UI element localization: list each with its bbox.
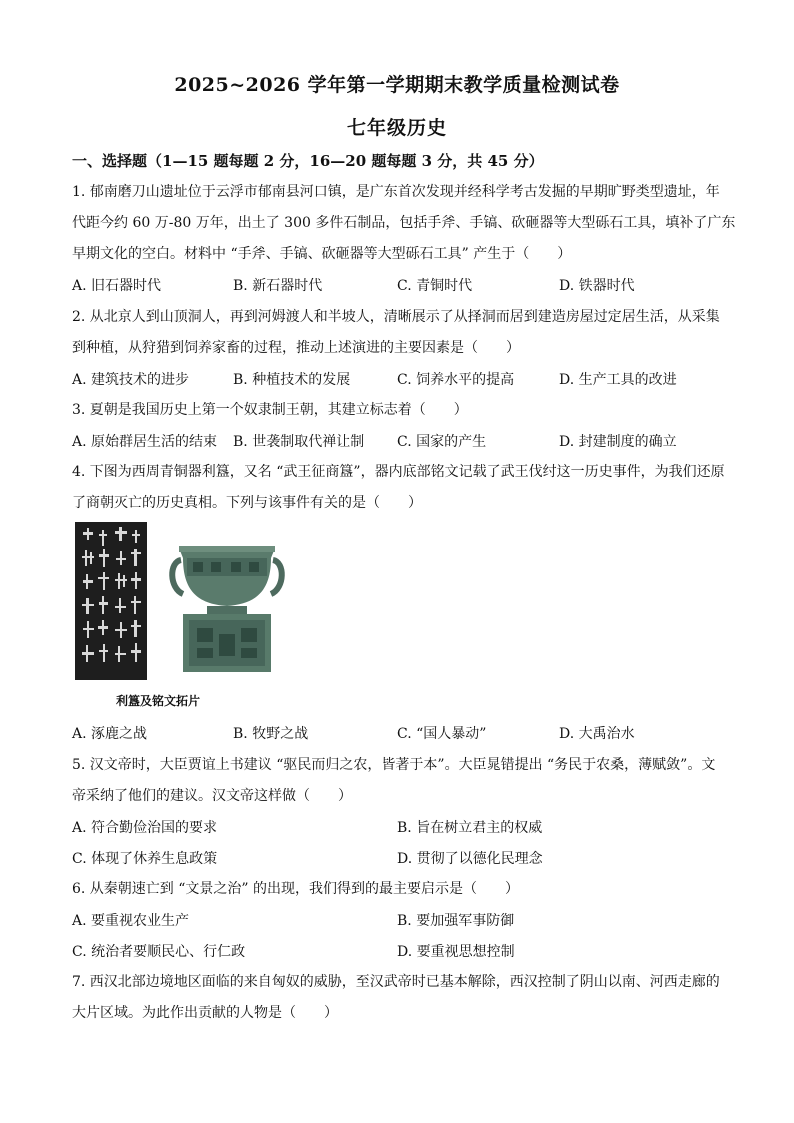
question-4-line-1: 4. 下图为西周青铜器利簋，又名 “武王征商簋”，器内底部铭文记载了武王伐纣这一历史事件，为我们还原	[72, 464, 725, 480]
question-5-option-b[interactable]: B. 旨在树立君主的权威	[397, 820, 543, 836]
question-7-line-1: 7. 西汉北部边境地区面临的来自匈奴的威胁，至汉武帝时已基本解除，西汉控制了阴山以南、河西走廊的	[72, 974, 720, 990]
li-gui-vessel-image	[167, 528, 287, 678]
question-1-line-3: 早期文化的空白。材料中 “手斧、手镐、砍砸器等大型砾石工具” 产生于（ ）	[72, 246, 572, 262]
question-6-option-a[interactable]: A. 要重视农业生产	[72, 913, 190, 929]
exam-subtitle: 七年级历史	[346, 117, 447, 139]
question-1-option-b[interactable]: B. 新石器时代	[233, 278, 323, 294]
question-1-line-1: 1. 郁南磨刀山遗址位于云浮市郁南县河口镇，是广东首次发现并经科学考古发掘的早期旷野类型遗址，年	[72, 184, 720, 200]
question-1-option-d[interactable]: D. 铁器时代	[559, 278, 635, 294]
question-5-option-a[interactable]: A. 符合勤俭治国的要求	[72, 820, 218, 836]
question-3-line-1: 3. 夏朝是我国历史上第一个奴隶制王朝，其建立标志着（ ）	[72, 402, 468, 418]
question-5-option-c[interactable]: C. 体现了休养生息政策	[72, 851, 218, 867]
question-2-option-c[interactable]: C. 饲养水平的提高	[397, 372, 515, 388]
question-1-line-2: 代距今约 60 万-80 万年，出土了 300 多件石制品，包括手斧、手镐、砍砸器等大型砾石工具，填补了广东	[72, 215, 736, 231]
question-4-line-2: 了商朝灭亡的历史真相。下列与该事件有关的是（ ）	[72, 495, 422, 511]
question-5-line-2: 帝采纳了他们的建议。汉文帝这样做（ ）	[72, 788, 352, 804]
question-5-line-1: 5. 汉文帝时，大臣贾谊上书建议 “驱民而归之农，皆著于本”。大臣晁错提出 “务民于农桑，薄赋敛”。文	[72, 757, 716, 773]
inscription-rubbing-image	[75, 522, 147, 680]
li-gui-figure	[75, 522, 297, 682]
question-6-line-1: 6. 从秦朝速亡到 “文景之治” 的出现，我们得到的最主要启示是（ ）	[72, 881, 520, 897]
question-1-option-c[interactable]: C. 青铜时代	[397, 278, 473, 294]
question-4-option-d[interactable]: D. 大禹治水	[559, 726, 635, 742]
question-4-option-c[interactable]: C. “国人暴动”	[397, 726, 487, 742]
question-7-line-2: 大片区域。为此作出贡献的人物是（ ）	[72, 1005, 338, 1021]
question-4-option-b[interactable]: B. 牧野之战	[233, 726, 309, 742]
question-3-option-d[interactable]: D. 封建制度的确立	[559, 434, 677, 450]
exam-title: 2025~2026 学年第一学期期末教学质量检测试卷	[174, 74, 620, 96]
question-2-option-a[interactable]: A. 建筑技术的进步	[72, 372, 190, 388]
question-3-option-c[interactable]: C. 国家的产生	[397, 434, 487, 450]
figure-caption: 利簋及铭文拓片	[116, 694, 201, 708]
question-3-option-b[interactable]: B. 世袭制取代禅让制	[233, 434, 365, 450]
question-5-option-d[interactable]: D. 贯彻了以德化民理念	[397, 851, 543, 867]
question-1-option-a[interactable]: A. 旧石器时代	[72, 278, 162, 294]
question-6-option-b[interactable]: B. 要加强军事防御	[397, 913, 515, 929]
question-2-line-2: 到种植，从狩猎到饲养家畜的过程，推动上述演进的主要因素是（ ）	[72, 340, 520, 356]
question-6-option-d[interactable]: D. 要重视思想控制	[397, 944, 515, 960]
question-2-option-b[interactable]: B. 种植技术的发展	[233, 372, 351, 388]
question-2-option-d[interactable]: D. 生产工具的改进	[559, 372, 677, 388]
question-2-line-1: 2. 从北京人到山顶洞人，再到河姆渡人和半坡人，清晰展示了从择洞而居到建造房屋过定居生活，从采集	[72, 309, 720, 325]
question-4-option-a[interactable]: A. 涿鹿之战	[72, 726, 148, 742]
section-heading: 一、选择题（1—15 题每题 2 分，16—20 题每题 3 分，共 45 分）	[72, 152, 544, 170]
question-6-option-c[interactable]: C. 统治者要顺民心、行仁政	[72, 944, 246, 960]
question-3-option-a[interactable]: A. 原始群居生活的结束	[72, 434, 218, 450]
